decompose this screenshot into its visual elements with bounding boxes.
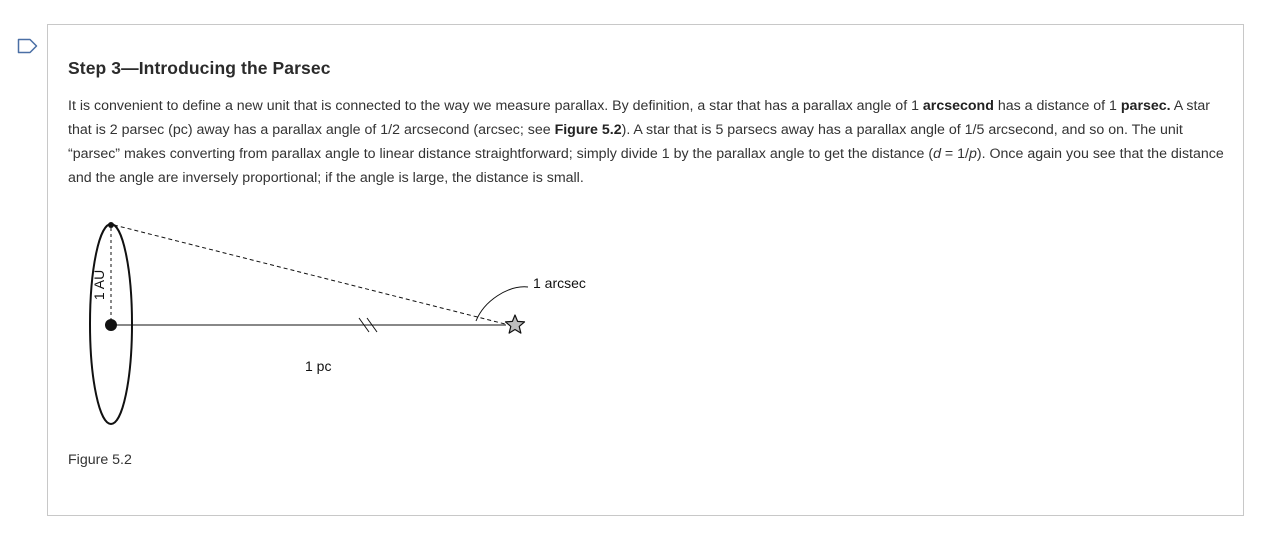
step-title: Step 3—Introducing the Parsec: [68, 58, 331, 78]
au-label: 1 AU: [91, 269, 107, 301]
paragraph-text: ). Once again you see that the distance and the angle are inversely proportional; if the angle is large, the distance is small.: [68, 146, 1224, 186]
step-paragraph: [68, 94, 1232, 190]
sun-dot: [105, 319, 117, 331]
term-parsec: parsec.: [1120, 98, 1171, 114]
arcsec-label: 1 arcsec: [533, 275, 586, 291]
figure-reference: Figure 5.2: [554, 122, 622, 138]
figure-caption: Figure 5.2: [68, 452, 132, 468]
formula-d: d: [933, 146, 941, 162]
formula-p: p: [969, 146, 977, 162]
parallax-figure: [78, 215, 598, 465]
bookmark-button[interactable]: [17, 38, 39, 54]
paragraph-text: has a distance of 1: [993, 98, 1121, 114]
sight-line-dashed: [114, 225, 505, 324]
paragraph-text: It is convenient to define a new unit that is connected to the way we measure parallax. By definition, a star that has a parallax angle of 1: [68, 98, 923, 114]
pc-label: 1 pc: [305, 358, 332, 374]
term-arcsecond: arcsecond: [922, 98, 994, 114]
bookmark-icon: [17, 38, 39, 54]
star-icon: [506, 315, 525, 333]
step-card: [47, 24, 1244, 516]
paragraph-text: ). A star that is 5 parsecs away has a parallax angle of 1/5 arcsecond, and so on. The unit “parsec” makes converting from parallax angle to linear distance straightforward; simply divide 1 by the parallax angle to get the distance (: [68, 122, 1183, 162]
arcsec-pointer: [476, 287, 528, 321]
earth-dot: [108, 222, 114, 228]
paragraph-text: A star that is 2 parsec (pc) away has a parallax angle of 1/2 arcsecond (arcsec; see: [68, 98, 1211, 138]
paragraph-text: = 1/: [940, 146, 969, 162]
parallax-diagram: [78, 215, 598, 465]
